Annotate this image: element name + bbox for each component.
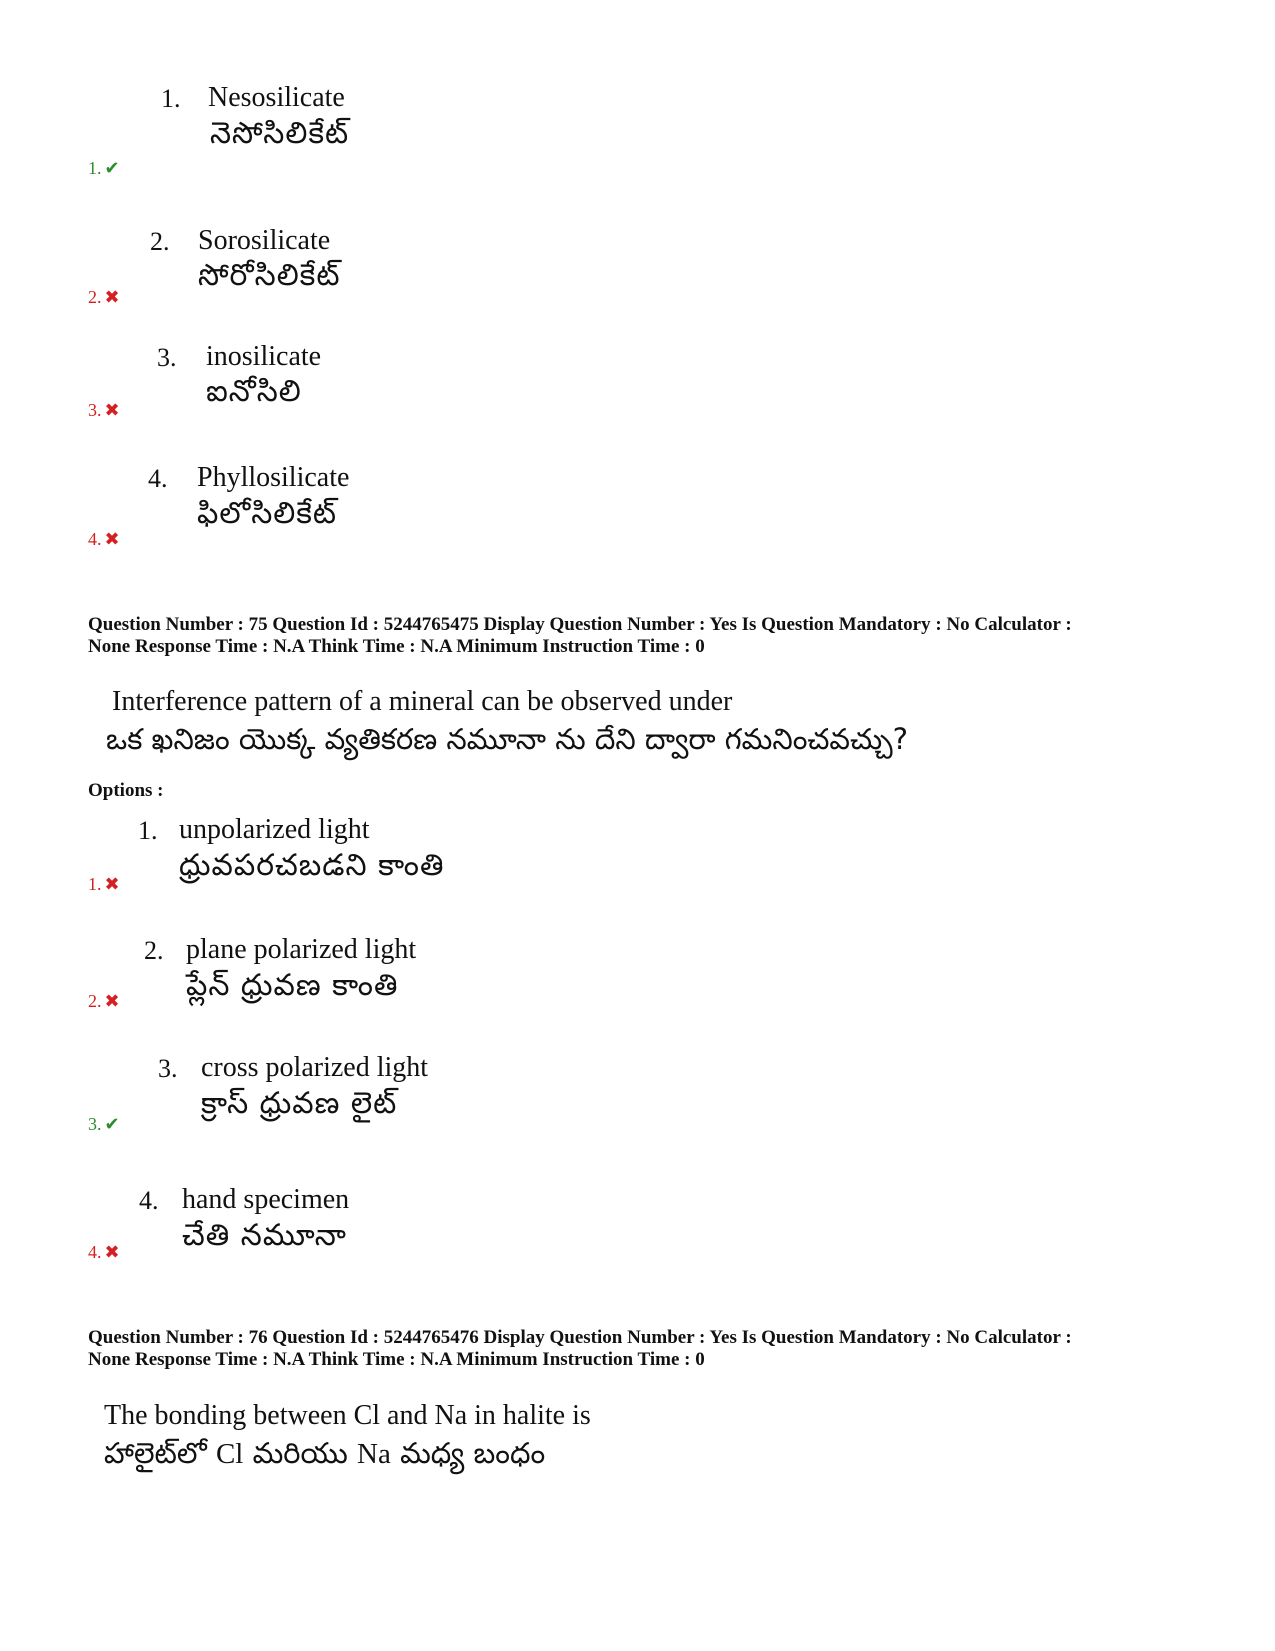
option-text-te: క్రాస్ ధ్రువణ లైట్ [201, 1086, 398, 1121]
option-text-en: hand specimen [182, 1184, 350, 1215]
cross-icon: ✖ [104, 529, 120, 549]
question-text-te: హాలైట్‌లో Cl మరియు Na మధ్య బంధం [104, 1436, 546, 1470]
question-meta-line-2: None Response Time : N.A Think Time : N.A Minimum Instruction Time : 0 [88, 1349, 705, 1370]
question-meta [88, 614, 1198, 658]
option-number: 4. [148, 464, 168, 493]
cross-icon: ✖ [104, 400, 120, 420]
question-meta-line-1: Question Number : 76 Question Id : 5244765476 Display Question Number : Yes Is Question Mandatory : No Calculator : [88, 1327, 1072, 1348]
option-number: 4. [139, 1186, 159, 1215]
question-meta-line-2: None Response Time : N.A Think Time : N.A Minimum Instruction Time : 0 [88, 636, 705, 657]
option-number: 2. [150, 227, 170, 256]
option-text-te: నెసోసిలికేట్ [210, 116, 350, 151]
cross-icon: ✖ [104, 287, 120, 307]
question-meta-line-1: Question Number : 75 Question Id : 5244765475 Display Question Number : Yes Is Question Mandatory : No Calculator : [88, 614, 1072, 635]
option-mark: 2. ✖ [88, 991, 120, 1011]
option-number: 1. [138, 816, 158, 845]
cross-icon: ✖ [104, 874, 120, 894]
option-text-te: ఫిలోసిలికేట్ [197, 496, 338, 531]
option-mark: 1. ✔ [88, 158, 120, 178]
option-text-en: Nesosilicate [208, 82, 345, 113]
option-text-te: ఐనోసిలి [206, 374, 302, 409]
question-text-en: Interference pattern of a mineral can be observed under [112, 686, 733, 717]
option-mark: 4. ✖ [88, 1242, 120, 1262]
option-mark: 4. ✖ [88, 529, 120, 549]
option-number: 1. [161, 84, 181, 113]
cross-icon: ✖ [104, 1242, 120, 1262]
question-text-te: ఒక ఖనిజం యొక్క వ్యతికరణ నమూనా ను దేని ద్వారా గమనించవచ్చు? [106, 722, 909, 756]
option-text-te: ప్లేన్ ధ్రువణ కాంతి [186, 968, 399, 1003]
option-number: 2. [144, 936, 164, 965]
option-text-en: cross polarized light [201, 1052, 429, 1083]
checkmark-icon: ✔ [104, 158, 120, 178]
option-number: 3. [157, 343, 177, 372]
option-text-te: సోరోసిలికేట్ [198, 258, 341, 293]
option-text-en: plane polarized light [186, 934, 417, 965]
option-text-en: Sorosilicate [198, 225, 331, 256]
question-text-en: The bonding between Cl and Na in halite is [104, 1400, 591, 1431]
option-text-te: ధ్రువపరచబడని కాంతి [179, 848, 445, 883]
option-text-en: unpolarized light [179, 814, 370, 845]
checkmark-icon: ✔ [104, 1114, 120, 1134]
option-number: 3. [158, 1054, 178, 1083]
cross-icon: ✖ [104, 991, 120, 1011]
option-text-en: Phyllosilicate [197, 462, 350, 493]
question-meta [88, 1327, 1198, 1371]
option-mark: 3. ✔ [88, 1114, 120, 1134]
option-mark: 2. ✖ [88, 287, 120, 307]
option-text-en: inosilicate [206, 341, 322, 372]
options-label: Options : [88, 780, 164, 801]
option-mark: 3. ✖ [88, 400, 120, 420]
option-text-te: చేతి నమూనా [182, 1218, 347, 1253]
option-mark: 1. ✖ [88, 874, 120, 894]
